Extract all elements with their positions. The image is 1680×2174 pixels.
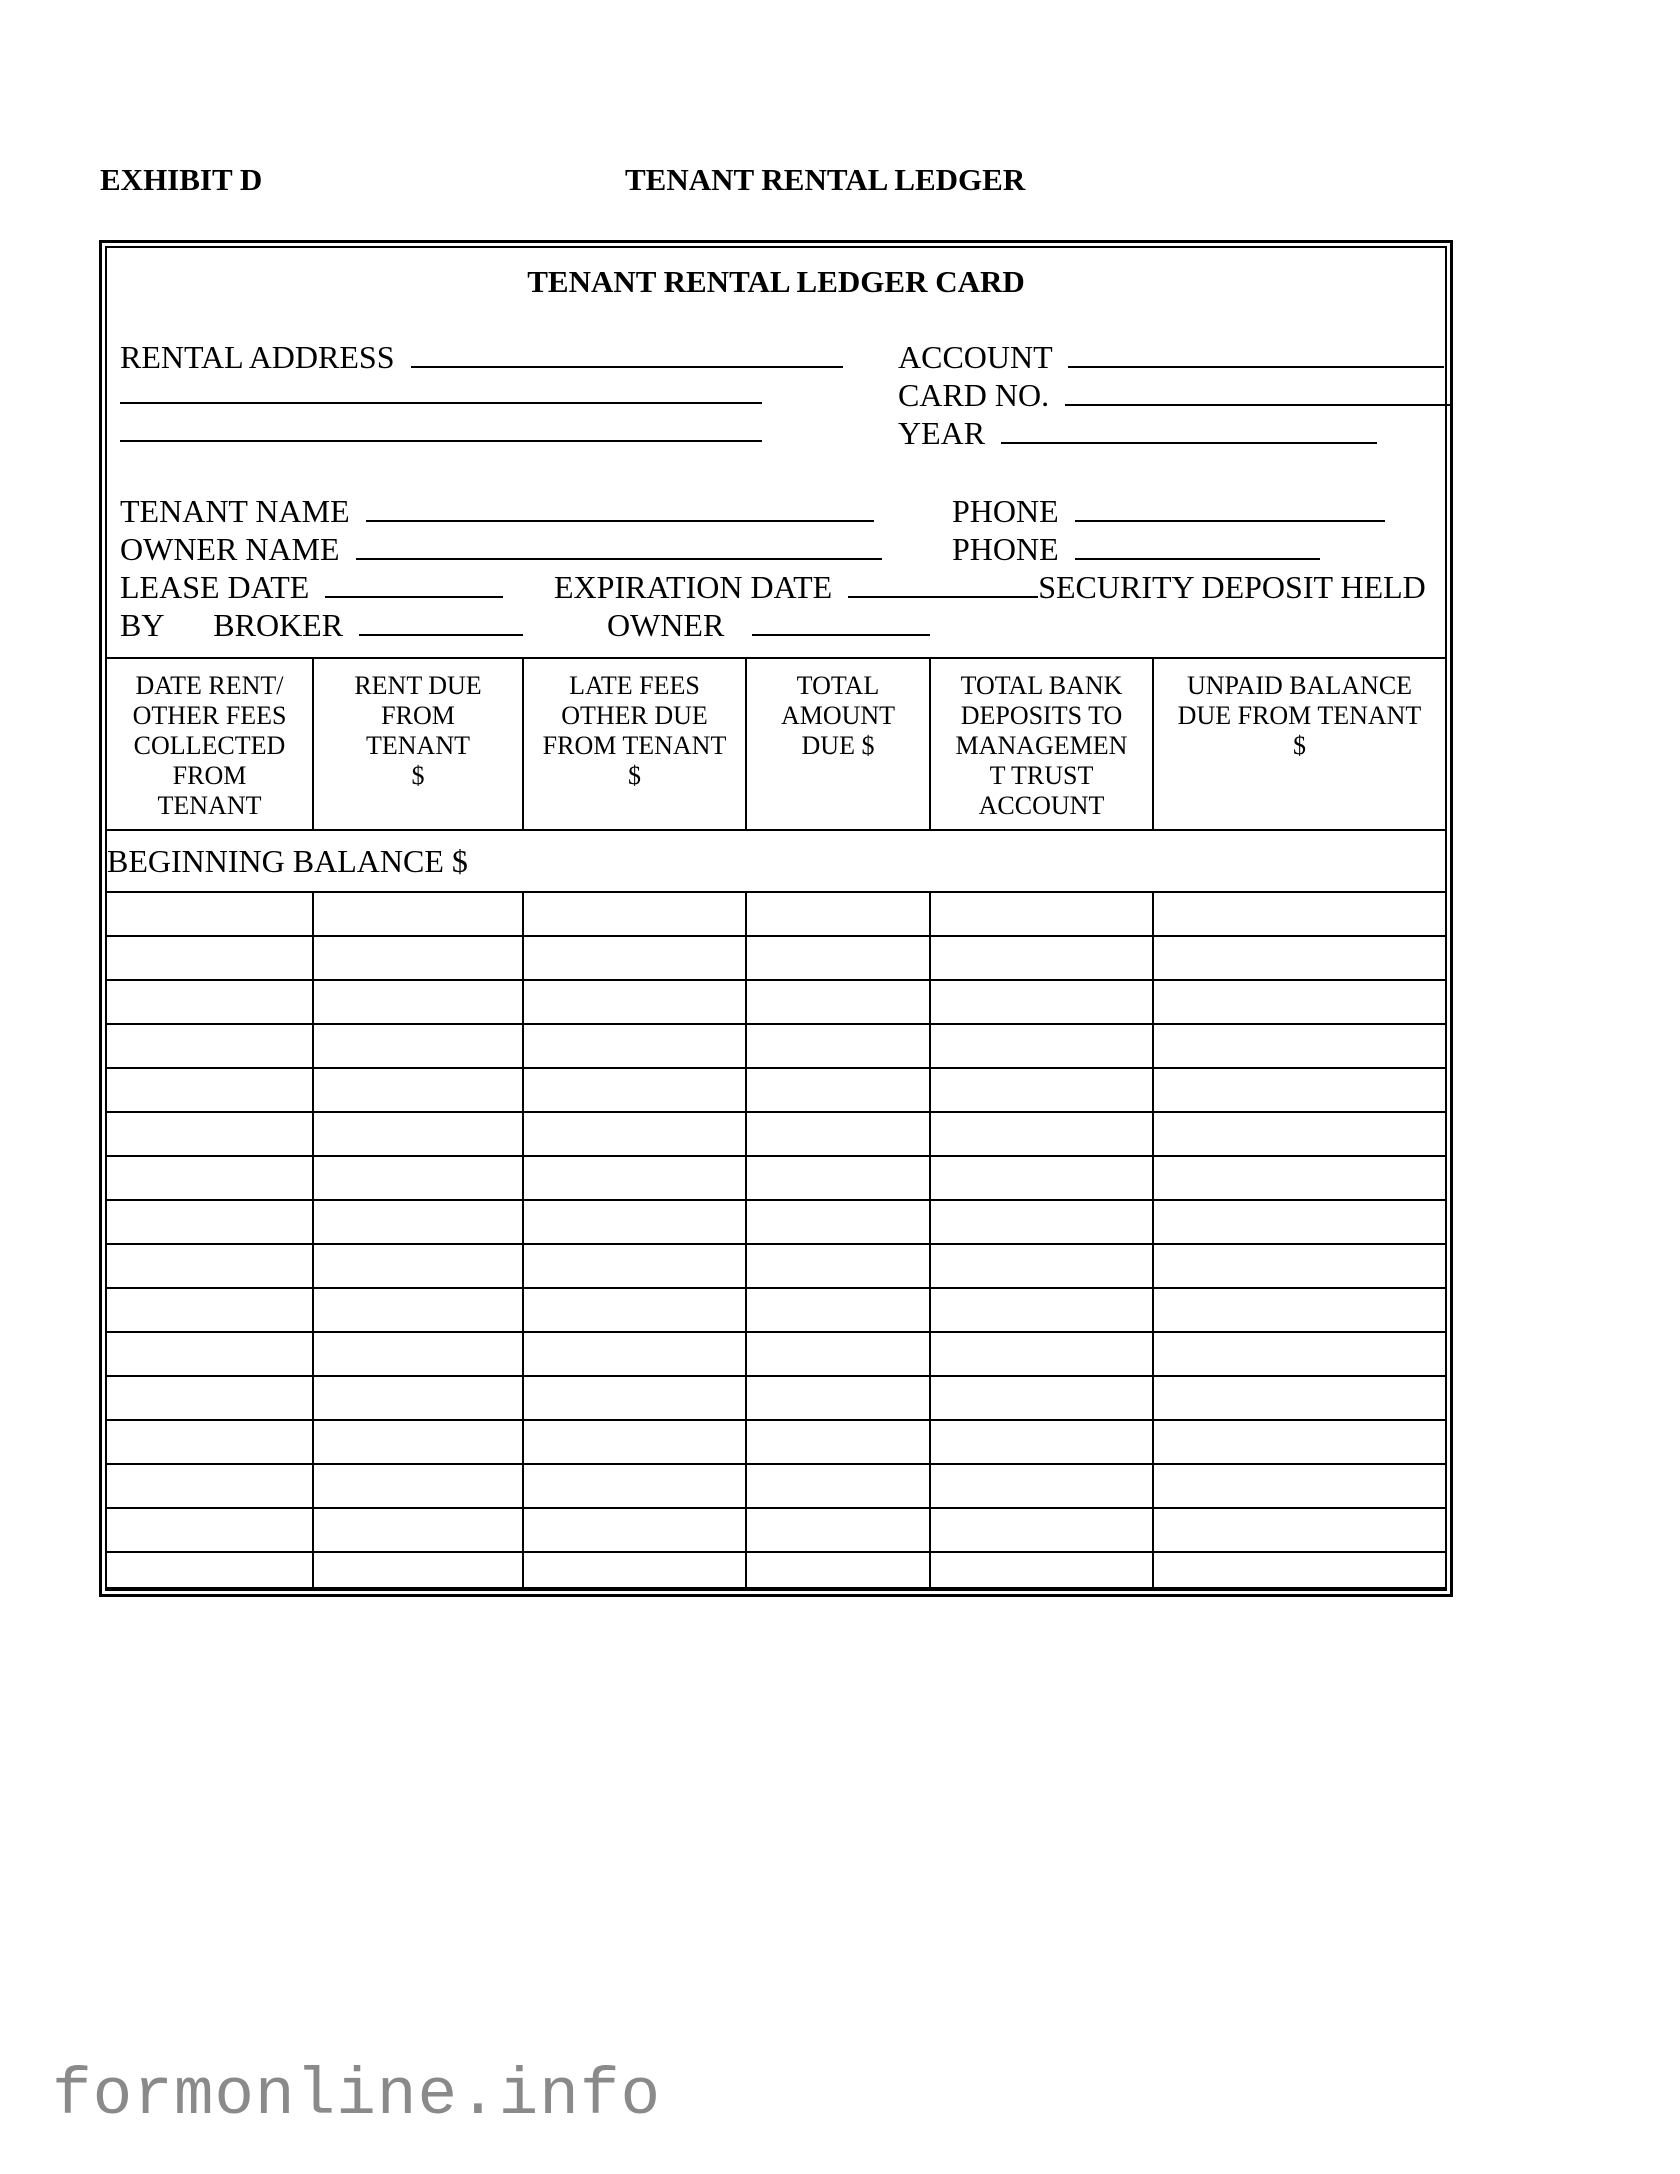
expiration-date-label: EXPIRATION DATE [554,569,833,605]
ledger-entry-cell[interactable] [313,1288,523,1332]
ledger-entry-cell[interactable] [1153,1376,1445,1420]
ledger-entry-row [107,1464,1445,1508]
ledger-entry-cell[interactable] [746,1464,930,1508]
ledger-entry-cell[interactable] [523,1068,746,1112]
ledger-table [107,657,1445,1589]
header-line: OTHER DUE [561,701,708,730]
ledger-entry-cell[interactable] [746,980,930,1024]
ledger-entry-cell[interactable] [1153,1288,1445,1332]
ledger-entry-cell[interactable] [1153,1112,1445,1156]
ledger-entry-cell[interactable] [523,1376,746,1420]
ledger-entry-cell[interactable] [930,1332,1153,1376]
ledger-entry-cell[interactable] [107,1244,313,1288]
header-line: AMOUNT [780,701,896,730]
ledger-entry-row [107,1024,1445,1068]
ledger-entry-row [107,1376,1445,1420]
broker-field[interactable] [359,606,523,636]
year-row [898,414,1377,452]
header-line: FROM [381,701,455,730]
header-line: DEPOSITS TO [960,701,1123,730]
ledger-entry-cell[interactable] [313,1464,523,1508]
ledger-entry-cell[interactable] [746,1200,930,1244]
ledger-entry-cell[interactable] [1153,980,1445,1024]
ledger-entry-cell[interactable] [523,1244,746,1288]
ledger-entry-cell[interactable] [930,1376,1153,1420]
beginning-balance-row [107,830,1445,892]
ledger-entry-cell[interactable] [313,1420,523,1464]
ledger-entry-cell[interactable] [523,980,746,1024]
ledger-entry-cell[interactable] [930,1464,1153,1508]
header-line: DUE $ [801,731,875,760]
ledger-entry-cell[interactable] [746,1068,930,1112]
ledger-entry-cell[interactable] [313,1200,523,1244]
owner-phone-field[interactable] [1075,530,1320,560]
account-field[interactable] [1068,338,1444,368]
owner-name-field[interactable] [356,530,882,560]
ledger-entry-cell[interactable] [523,1200,746,1244]
header-line: DATE RENT/ [135,671,284,700]
header-line: TENANT [366,731,470,760]
watermark: formonline.info [52,2058,662,2133]
ledger-entry-cell[interactable] [107,1112,313,1156]
ledger-entry-cell[interactable] [107,1420,313,1464]
ledger-entry-cell[interactable] [930,1288,1153,1332]
ledger-entry-cell[interactable] [930,1024,1153,1068]
header-line: DUE FROM TENANT [1177,701,1422,730]
ledger-entry-cell[interactable] [107,1332,313,1376]
security-deposit-label: SECURITY DEPOSIT HELD [1038,569,1426,605]
lease-date-label: LEASE DATE [120,569,310,605]
ledger-entry-cell[interactable] [1153,1024,1445,1068]
ledger-entry-row [107,1068,1445,1112]
header-line: ACCOUNT [978,791,1105,820]
ledger-entry-cell[interactable] [1153,1332,1445,1376]
ledger-entry-cell[interactable] [523,1156,746,1200]
header-line: OTHER FEES [132,701,287,730]
ledger-entry-cell[interactable] [1153,1552,1445,1588]
ledger-entry-cell[interactable] [107,1552,313,1588]
ledger-entry-cell[interactable] [523,1024,746,1068]
ledger-entry-cell[interactable] [930,892,1153,936]
ledger-entry-cell[interactable] [930,1200,1153,1244]
header-line: MANAGEMEN [955,731,1128,760]
rental-address-row [120,338,843,376]
ledger-entry-cell[interactable] [1153,936,1445,980]
ledger-entry-cell[interactable] [523,1288,746,1332]
column-header-rent-due [313,658,523,830]
ledger-entry-cell[interactable] [746,1376,930,1420]
rental-address-label: RENTAL ADDRESS [120,339,395,375]
ledger-entry-cell[interactable] [107,1464,313,1508]
ledger-entry-cell[interactable] [746,1332,930,1376]
ledger-entry-cell[interactable] [313,980,523,1024]
ledger-entry-cell[interactable] [523,892,746,936]
header-line: T TRUST [989,761,1094,790]
header-line: COLLECTED [133,731,286,760]
ledger-entry-cell[interactable] [107,1024,313,1068]
ledger-entry-row [107,1200,1445,1244]
rental-address-line-2[interactable] [120,400,762,404]
ledger-entry-cell[interactable] [930,1156,1153,1200]
owner-phone-row [952,530,1320,568]
tenant-phone-field[interactable] [1075,492,1385,522]
ledger-entry-cell[interactable] [1153,1244,1445,1288]
ledger-entry-cell[interactable] [313,1552,523,1588]
column-header-late-fees [523,658,746,830]
ledger-entry-cell[interactable] [746,892,930,936]
by-row [120,606,523,644]
ledger-entry-cell[interactable] [313,1244,523,1288]
tenant-name-label: TENANT NAME [120,493,350,529]
ledger-entry-cell[interactable] [107,1376,313,1420]
ledger-entry-row [107,1332,1445,1376]
ledger-entry-cell[interactable] [1153,892,1445,936]
ledger-entry-cell[interactable] [313,1112,523,1156]
header-line: RENT DUE [354,671,482,700]
header-line: LATE FEES [569,671,700,700]
ledger-entry-cell[interactable] [107,1068,313,1112]
ledger-entry-cell[interactable] [1153,1156,1445,1200]
ledger-entry-cell[interactable] [523,1112,746,1156]
ledger-entry-cell[interactable] [746,1112,930,1156]
year-field[interactable] [1001,414,1377,444]
ledger-entry-cell[interactable] [746,1508,930,1552]
owner-phone-label: PHONE [952,531,1059,567]
ledger-entry-cell[interactable] [1153,1464,1445,1508]
ledger-entry-cell[interactable] [107,1200,313,1244]
column-header-date-collected [107,658,313,830]
ledger-entry-cell[interactable] [746,1552,930,1588]
card-no-field[interactable] [1065,376,1452,406]
ledger-card [99,240,1453,1597]
card-no-label: CARD NO. [898,377,1050,413]
column-header-bank-deposits [930,658,1153,830]
ledger-entry-row [107,936,1445,980]
ledger-entry-cell[interactable] [107,892,313,936]
ledger-entry-cell[interactable] [313,936,523,980]
ledger-entry-cell[interactable] [523,1332,746,1376]
ledger-entry-cell[interactable] [930,1508,1153,1552]
owner-row [607,606,930,644]
rental-address-field[interactable] [411,338,843,368]
ledger-entry-cell[interactable] [523,1552,746,1588]
document-title: TENANT RENTAL LEDGER [625,162,1026,197]
ledger-entry-cell[interactable] [523,1420,746,1464]
ledger-entry-cell[interactable] [930,1420,1153,1464]
ledger-entry-row [107,1288,1445,1332]
ledger-entry-cell[interactable] [313,1068,523,1112]
ledger-entry-row [107,1244,1445,1288]
header-line: $ [1293,731,1306,760]
ledger-entry-cell[interactable] [523,1464,746,1508]
ledger-entry-cell[interactable] [746,936,930,980]
header-line: UNPAID BALANCE [1186,671,1413,700]
ledger-entry-row [107,1112,1445,1156]
ledger-entry-cell[interactable] [313,1508,523,1552]
ledger-entry-row [107,1508,1445,1552]
card-title: TENANT RENTAL LEDGER CARD [527,264,1025,299]
header-line: FROM [172,761,247,790]
ledger-entry-cell[interactable] [930,1112,1153,1156]
ledger-entry-cell[interactable] [1153,1200,1445,1244]
tenant-phone-label: PHONE [952,493,1059,529]
header-line: TOTAL BANK [960,671,1123,700]
owner-label: OWNER [607,607,725,643]
lease-date-field[interactable] [325,568,503,598]
ledger-entry-cell[interactable] [107,1288,313,1332]
ledger-entry-cell[interactable] [1153,1420,1445,1464]
ledger-card-inner [105,246,1447,1591]
header-line: FROM TENANT [542,731,727,760]
ledger-entry-cell[interactable] [746,1420,930,1464]
ledger-entry-row [107,980,1445,1024]
page-header [0,162,1680,202]
owner-name-row [120,530,882,568]
ledger-header-row [107,658,1445,830]
ledger-entry-cell[interactable] [107,1508,313,1552]
owner-name-label: OWNER NAME [120,531,340,567]
column-header-total-amount-due [746,658,930,830]
ledger-entry-cell[interactable] [746,1024,930,1068]
ledger-entry-cell[interactable] [523,1508,746,1552]
ledger-entry-cell[interactable] [313,1024,523,1068]
tenant-name-field[interactable] [366,492,874,522]
ledger-entry-cell[interactable] [930,1068,1153,1112]
ledger-entry-row [107,1552,1445,1588]
ledger-entry-cell[interactable] [313,1332,523,1376]
ledger-entry-cell[interactable] [1153,1508,1445,1552]
ledger-entry-cell[interactable] [523,936,746,980]
beginning-balance-label[interactable]: BEGINNING BALANCE $ [107,830,1445,892]
header-line: TOTAL [796,671,880,700]
ledger-entry-cell[interactable] [313,1376,523,1420]
ledger-entry-cell[interactable] [930,1552,1153,1588]
exhibit-label: EXHIBIT D [100,162,263,197]
ledger-entry-row [107,892,1445,936]
ledger-entry-cell[interactable] [930,980,1153,1024]
ledger-entry-cell[interactable] [107,936,313,980]
ledger-entry-cell[interactable] [313,892,523,936]
year-label: YEAR [898,415,986,451]
ledger-entry-cell[interactable] [107,980,313,1024]
account-label: ACCOUNT [898,339,1053,375]
expiration-date-field[interactable] [848,568,1038,598]
ledger-entry-cell[interactable] [930,1244,1153,1288]
header-line: TENANT [157,791,262,820]
ledger-entry-cell[interactable] [746,1156,930,1200]
rental-address-line-3[interactable] [120,438,762,442]
ledger-entry-cell[interactable] [746,1288,930,1332]
tenant-name-row [120,492,874,530]
ledger-entry-cell[interactable] [746,1244,930,1288]
ledger-entry-cell[interactable] [1153,1068,1445,1112]
by-label: BY [120,607,164,643]
header-line: $ [628,761,641,790]
ledger-entry-row [107,1156,1445,1200]
ledger-entry-cell[interactable] [930,936,1153,980]
ledger-entry-cell[interactable] [107,1156,313,1200]
lease-date-row [120,568,503,606]
header-line: $ [411,761,425,790]
card-no-row [898,376,1452,414]
column-header-unpaid-balance [1153,658,1445,830]
owner-field[interactable] [752,606,930,636]
ledger-entry-cell[interactable] [313,1156,523,1200]
tenant-phone-row [952,492,1385,530]
broker-label: BROKER [213,607,344,643]
ledger-entry-row [107,1420,1445,1464]
expiration-date-row [554,568,1426,606]
account-row [898,338,1444,376]
